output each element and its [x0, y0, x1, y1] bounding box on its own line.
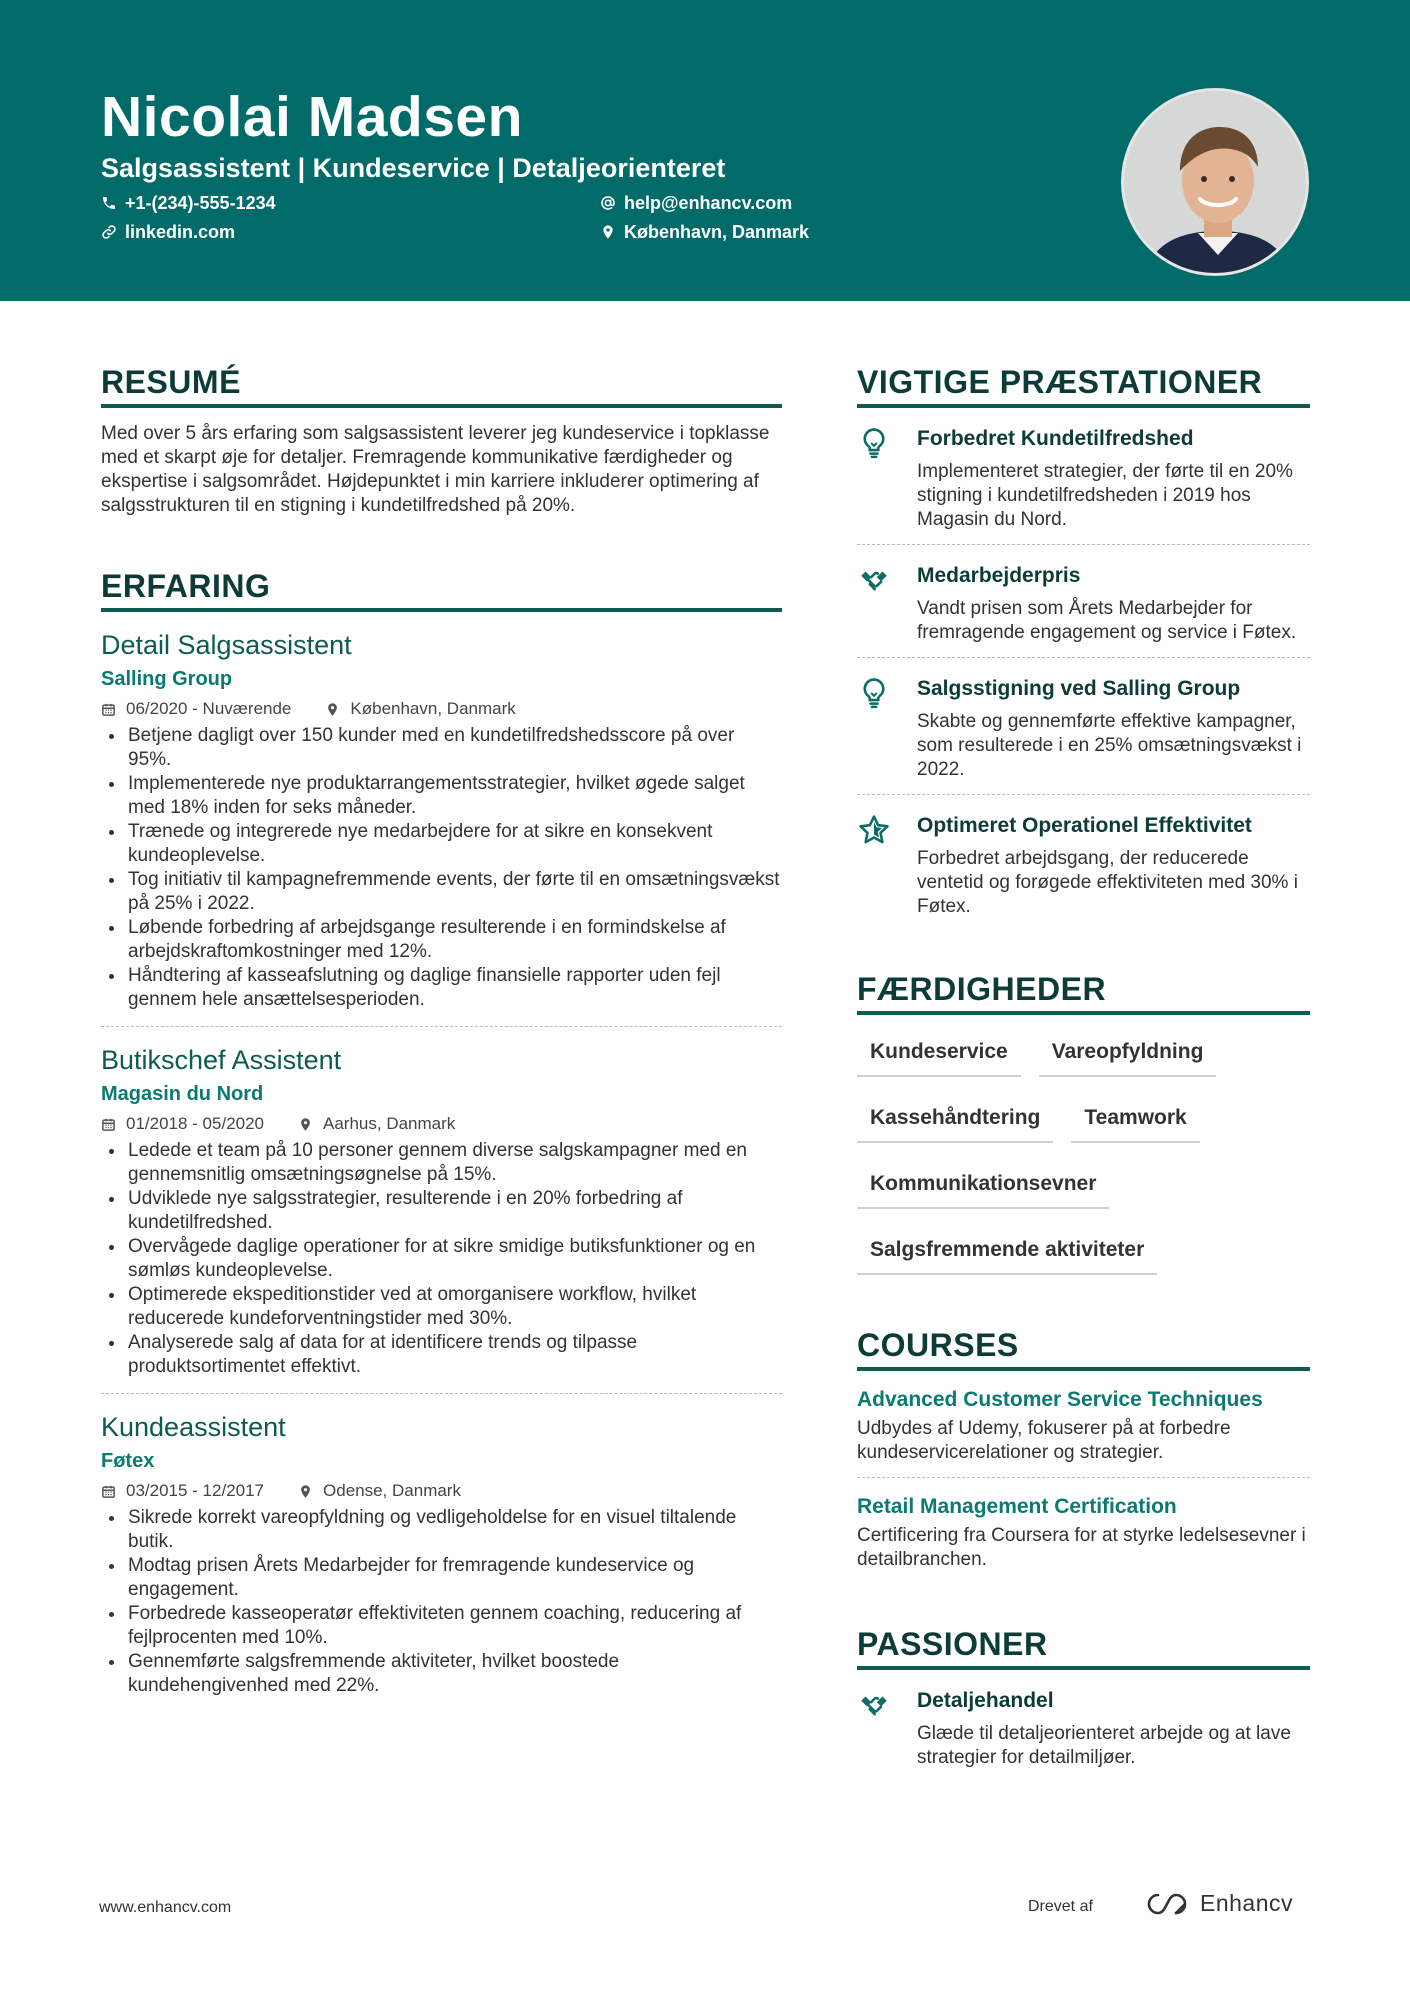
job-bullet: Modtag prisen Årets Medarbejder for fremragende kundeservice og engagement. — [101, 1554, 782, 1602]
footer-url[interactable]: www.enhancv.com — [99, 1899, 232, 1916]
achievement-title: Forbedret Kundetilfredshed — [917, 427, 1194, 450]
achievement-desc: Implementeret strategier, der førte til en 20% stigning i kundetilfredsheden i 2019 hos Magasin du Nord. — [917, 461, 1293, 530]
profile-photo-illustration — [1124, 91, 1309, 276]
job-bullet: Sikrede korrekt vareopfyldning og vedligeholdelse for en visuel tiltalende butik. — [101, 1506, 782, 1554]
contact-location — [600, 221, 809, 243]
achievement-body — [917, 426, 1310, 532]
achievements-section — [857, 362, 1310, 931]
star-icon — [857, 813, 891, 847]
courses-section — [857, 1325, 1310, 1584]
job-company: Salling Group — [101, 668, 233, 690]
lightbulb-icon — [857, 676, 891, 710]
course-title: Advanced Customer Service Techniques — [857, 1388, 1263, 1411]
achievement-icon-wrap — [857, 813, 917, 919]
email-text: help@enhancv.com — [624, 193, 793, 213]
job-meta — [101, 698, 782, 720]
passions-heading: PASSIONER — [857, 1624, 1310, 1670]
courses-heading: COURSES — [857, 1325, 1310, 1371]
passion-body — [917, 1688, 1310, 1770]
achievement-icon-wrap — [857, 426, 917, 532]
achievement-title: Optimeret Operationel Effektivitet — [917, 814, 1252, 837]
achievement-item — [857, 657, 1310, 794]
summary-section — [101, 362, 782, 518]
achievement-title: Salgsstigning ved Salling Group — [917, 677, 1241, 700]
job-company: Føtex — [101, 1450, 155, 1472]
candidate-name: Nicolai Madsen — [101, 85, 523, 149]
at-icon — [600, 195, 616, 211]
achievement-item — [857, 544, 1310, 657]
enhancv-brand: Enhancv — [1200, 1890, 1294, 1916]
location-pin-icon — [600, 224, 616, 240]
job-location-wrap — [298, 1480, 461, 1502]
job-bullets — [101, 1139, 782, 1379]
skill-tag: Vareopfyldning — [1039, 1033, 1217, 1077]
job-bullet: Optimerede ekspeditionstider ved at omorganisere workflow, hvilket reducerede kundeforventningstider med 30%. — [101, 1283, 782, 1331]
enhancv-logo[interactable] — [1146, 1890, 1293, 1917]
achievement-desc: Forbedret arbejdsgang, der reducerede ventetid og forøgede effektiviteten med 30% i Føtex. — [917, 848, 1298, 917]
handshake-icon — [857, 1688, 891, 1722]
job-location-wrap — [325, 698, 515, 720]
calendar-icon — [101, 1484, 116, 1499]
achievement-item — [857, 408, 1310, 544]
enhancv-logo-icon — [1146, 1891, 1192, 1917]
passion-item — [857, 1670, 1310, 1782]
job-dates: 01/2018 - 05/2020 — [126, 1114, 265, 1133]
course-item — [857, 1477, 1310, 1584]
job-bullet: Løbende forbedring af arbejdsgange resulterende i en formindskelse af arbejdskraftomkostninger med 12%. — [101, 916, 782, 964]
job-bullets — [101, 1506, 782, 1698]
location-pin-icon — [298, 1117, 313, 1132]
achievement-item — [857, 794, 1310, 931]
calendar-icon — [101, 702, 116, 717]
header — [0, 0, 1410, 301]
job-company: Magasin du Nord — [101, 1083, 264, 1105]
job-bullet: Analyserede salg af data for at identificere trends og tilpasse produktsortimentet effektivt. — [101, 1331, 782, 1379]
phone-icon — [101, 195, 117, 211]
job-dates: 06/2020 - Nuværende — [126, 699, 292, 718]
job-bullet: Gennemførte salgsfremmende aktiviteter, hvilket boostede kundehengivenhed med 22%. — [101, 1650, 782, 1698]
job-bullet: Forbedrede kasseoperatør effektiviteten gennem coaching, reducering af fejlprocenten med 10%. — [101, 1602, 782, 1650]
achievement-body — [917, 676, 1310, 782]
skill-tag: Salgsfremmende aktiviteter — [857, 1231, 1157, 1275]
skill-tag: Kundeservice — [857, 1033, 1021, 1077]
job-location: København, Danmark — [350, 699, 516, 718]
handshake-icon — [857, 563, 891, 597]
achievements-heading: VIGTIGE PRÆSTATIONER — [857, 362, 1310, 408]
achievement-desc: Vandt prisen som Årets Medarbejder for fremragende engagement og service i Føtex. — [917, 598, 1297, 643]
job-title: Butikschef Assistent — [101, 1045, 342, 1075]
achievement-icon-wrap — [857, 676, 917, 782]
right-column — [857, 362, 1310, 1782]
job-entry — [101, 1026, 782, 1379]
calendar-icon — [101, 1117, 116, 1132]
passion-desc: Glæde til detaljeorienteret arbejde og at lave strategier for detailmiljøer. — [917, 1723, 1291, 1768]
course-title: Retail Management Certification — [857, 1495, 1177, 1518]
skill-tag: Kommunikationsevner — [857, 1165, 1109, 1209]
candidate-subtitle: Salgsassistent | Kundeservice | Detaljeorienteret — [101, 153, 726, 183]
passions-section — [857, 1624, 1310, 1782]
experience-section — [101, 566, 782, 1698]
linkedin-text: linkedin.com — [125, 222, 236, 242]
achievement-body — [917, 563, 1310, 645]
achievement-title: Medarbejderpris — [917, 564, 1081, 587]
job-meta — [101, 1480, 782, 1502]
job-bullet: Håndtering af kasseafslutning og daglige finansielle rapporter uden fejl gennem hele ansættelsesperioden. — [101, 964, 782, 1012]
skills-list — [857, 1033, 1310, 1297]
job-bullet: Overvågede daglige operationer for at sikre smidige butiksfunktioner og en sømløs kundeoplevelse. — [101, 1235, 782, 1283]
contact-phone[interactable] — [101, 192, 276, 214]
course-item — [857, 1371, 1310, 1477]
footer-powered-by: Drevet af — [1028, 1898, 1093, 1915]
job-meta — [101, 1113, 782, 1135]
location-text: København, Danmark — [624, 222, 810, 242]
left-column — [101, 362, 782, 1698]
profile-photo — [1121, 88, 1309, 276]
job-bullet: Ledede et team på 10 personer gennem diverse salgskampagner med en gennemsnitlig omsætningsøgnelse på 15%. — [101, 1139, 782, 1187]
job-entry — [101, 612, 782, 1012]
skills-heading: FÆRDIGHEDER — [857, 969, 1310, 1015]
location-pin-icon — [298, 1484, 313, 1499]
summary-heading: RESUMÉ — [101, 362, 782, 408]
achievement-desc: Skabte og gennemførte effektive kampagner, som resulterede i en 25% omsætningsvækst i 2022. — [917, 711, 1302, 780]
passion-title: Detaljehandel — [917, 1689, 1054, 1712]
job-location: Odense, Danmark — [323, 1481, 461, 1500]
location-pin-icon — [325, 702, 340, 717]
job-bullet: Tog initiativ til kampagnefremmende events, der førte til en omsætningsvækst på 25% i 2022. — [101, 868, 782, 916]
summary-text: Med over 5 års erfaring som salgsassistent leverer jeg kundeservice i topklasse med et skarpt øje for detaljer. Fremragende kommunikative færdigheder og ekspertise i salgsområdet. Højdepunktet i min karriere inkluderer optimering af salgsstrukturen til en stigning i kundetilfredshed på 20%. — [101, 423, 770, 516]
job-bullet: Trænede og integrerede nye medarbejdere for at sikre en konsekvent kundeoplevelse. — [101, 820, 782, 868]
course-desc: Udbydes af Udemy, fokuserer på at forbedre kundeservicerelationer og strategier. — [857, 1418, 1231, 1463]
passion-icon-wrap — [857, 1688, 917, 1770]
job-title: Detail Salgsassistent — [101, 630, 352, 660]
lightbulb-icon — [857, 426, 891, 460]
skills-section — [857, 969, 1310, 1297]
achievement-body — [917, 813, 1310, 919]
experience-heading: ERFARING — [101, 566, 782, 612]
job-location: Aarhus, Danmark — [323, 1114, 456, 1133]
job-entry — [101, 1393, 782, 1698]
achievement-icon-wrap — [857, 563, 917, 645]
job-dates: 03/2015 - 12/2017 — [126, 1481, 265, 1500]
skill-tag: Teamwork — [1071, 1099, 1199, 1143]
phone-text: +1-(234)-555-1234 — [125, 193, 276, 213]
job-bullet: Implementerede nye produktarrangementsstrategier, hvilket øgede salget med 18% inden for seks måneder. — [101, 772, 782, 820]
job-bullets — [101, 724, 782, 1012]
course-desc: Certificering fra Coursera for at styrke ledelsesevner i detailbranchen. — [857, 1525, 1306, 1570]
job-location-wrap — [298, 1113, 455, 1135]
contact-linkedin[interactable] — [101, 221, 235, 243]
skill-tag: Kassehåndtering — [857, 1099, 1053, 1143]
job-bullet: Udviklede nye salgsstrategier, resulterende i en 20% forbedring af kundetilfredshed. — [101, 1187, 782, 1235]
job-bullet: Betjene dagligt over 150 kunder med en kundetilfredshedsscore på over 95%. — [101, 724, 782, 772]
job-title: Kundeassistent — [101, 1412, 286, 1442]
link-icon — [101, 224, 117, 240]
contact-email[interactable] — [600, 192, 792, 214]
